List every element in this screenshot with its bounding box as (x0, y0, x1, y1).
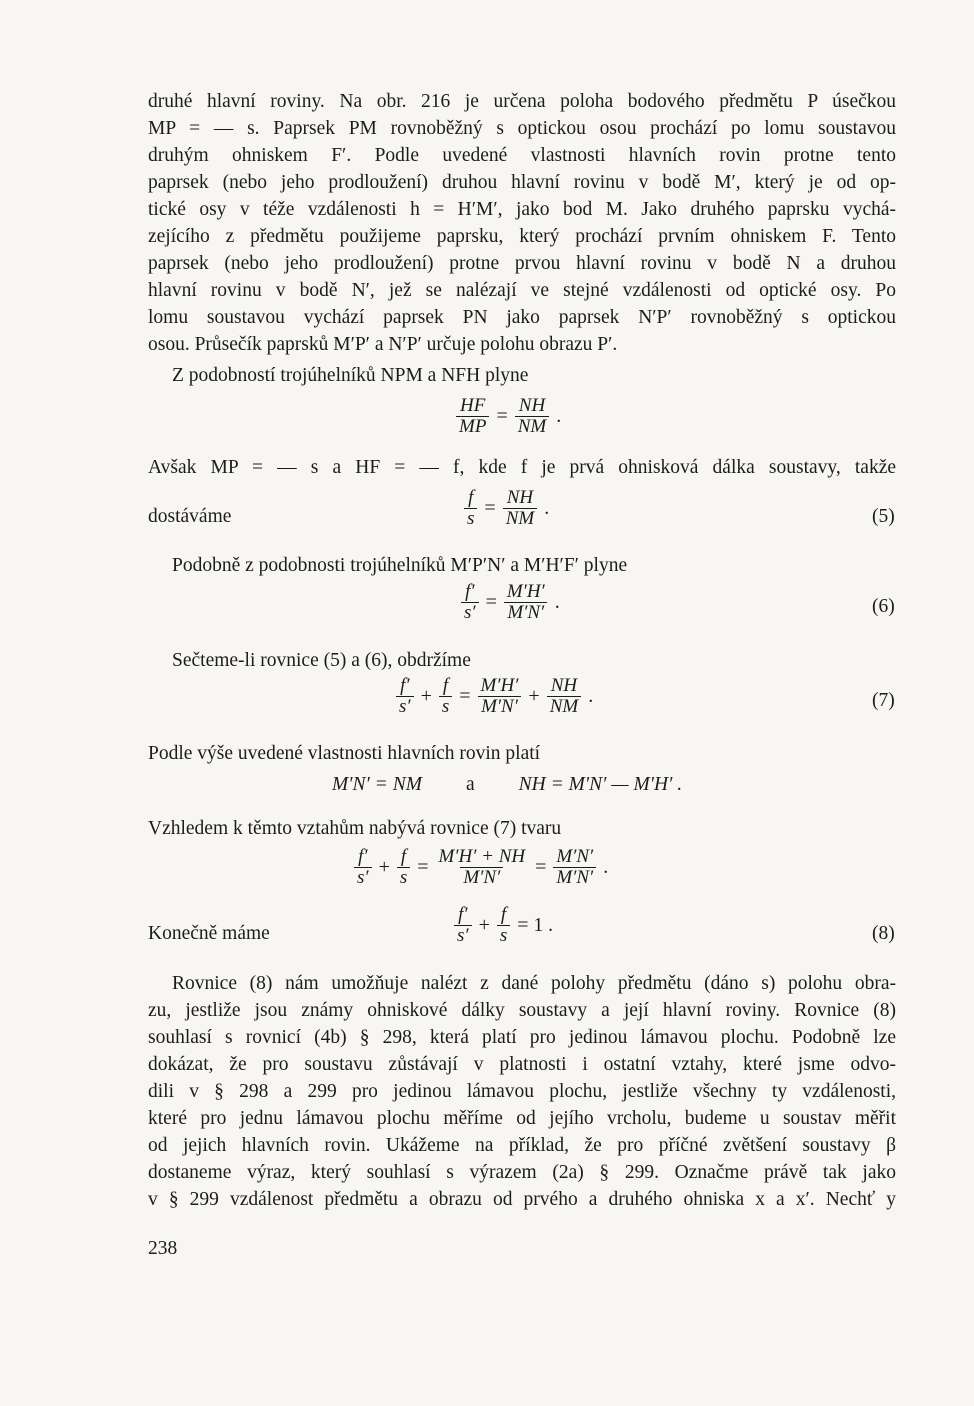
equation-number-6: (6) (872, 596, 895, 617)
equation-similarity-1: $\frac{HF}{MP}$ = $\frac{NH}{NM}$ . (454, 396, 566, 437)
fraction: $\frac{M'H' + NH}{M'N'}$ (438, 846, 526, 888)
equation-expanded: $\frac{f'}{s'}$ + $\frac{f}{s}$ = $\frac{M'H' + NH}{M'N'}$ = $\frac{M'N'}{M'N'}$ . (352, 847, 613, 888)
text-line: tické osy v téže vzdálenosti h = H′M′, jako bod M. Jako druhého paprsku vychá- (148, 199, 896, 220)
text-line: paprsek (nebo jeho prodloužení) protne prvou hlavní rovinu v bodě N a druhou (148, 253, 896, 274)
fraction: $\frac{M'N'}{M'N'}$ (553, 847, 596, 888)
text-line: Vzhledem k těmto vztahům nabývá rovnice (7) tvaru (148, 818, 562, 839)
fraction: $\frac{HF}{MP}$ (456, 396, 489, 437)
text-line: druhé hlavní roviny. Na obr. 216 je určena poloha bodového předmětu P úsečkou (148, 91, 896, 112)
fraction: $\frac{NH}{NM}$ (515, 396, 550, 437)
fraction: $\frac{f'}{s'}$ (354, 847, 372, 888)
fraction: $\frac{NH}{NM}$ (547, 676, 582, 717)
text-line: dokázat, že pro soustavu zůstávají v platnosti i ostatní vztahy, které jsme odvo- (148, 1054, 896, 1075)
fraction: $\frac{f}{s}$ (439, 676, 452, 717)
fraction: $\frac{M'H'}{M'N'}$ (478, 676, 522, 717)
fraction: $\frac{f'}{s'}$ (461, 582, 479, 623)
equation-number-7: (7) (872, 690, 895, 711)
text-line: Podobně z podobnosti trojúhelníků M′P′N′ a M′H′F′ plyne (172, 555, 628, 576)
text-line: Avšak MP = — s a HF = — f, kde f je prvá ohnisková dálka soustavy, takže (148, 457, 896, 478)
equation-number-5: (5) (872, 506, 895, 527)
text-line: osou. Průsečík paprsků M′P′ a N′P′ určuje polohu obrazu P′. (148, 334, 618, 355)
text-line: lomu soustavou vychází paprsek PN jako paprsek N′P′ rovnoběžný s optickou (148, 307, 896, 328)
text-line: Podle výše uvedené vlastnosti hlavních rovin platí (148, 743, 541, 764)
fraction: $\frac{f'}{s'}$ (454, 905, 472, 946)
text-line: které pro jednu lámavou plochu měříme od jejího vrcholu, budeme u soustav měřit (148, 1108, 896, 1129)
fraction: $\frac{M'H'}{M'N'}$ (504, 582, 548, 623)
text-line: Rovnice (8) nám umožňuje nalézt z dané polohy předmětu (dáno s) polohu obra- (172, 973, 896, 994)
text-line: zejícího z předmětu použijeme paprsku, který prochází prvním ohniskem F. Tento (148, 226, 896, 247)
fraction: $\frac{f}{s}$ (397, 847, 410, 888)
text-line: druhým ohniskem F′. Podle uvedené vlastnosti hlavních rovin protne tento (148, 145, 896, 166)
label-dostavame: dostáváme (148, 506, 232, 527)
equation-5: $\frac{f}{s}$ = $\frac{NH}{NM}$ . (462, 488, 554, 529)
equation-number-8: (8) (872, 923, 895, 944)
equation-6: $\frac{f'}{s'}$ = $\frac{M'H'}{M'N'}$ . (459, 582, 565, 623)
label-konecne: Konečně máme (148, 923, 270, 944)
text-line: Sečteme-li rovnice (5) a (6), obdržíme (172, 650, 471, 671)
text-line: od jejich hlavních rovin. Ukážeme na příklad, že pro příčné zvětšení soustavy β (148, 1135, 896, 1156)
equation-7: $\frac{f'}{s'}$ + $\frac{f}{s}$ = $\frac{M'H'}{M'N'}$ + $\frac{NH}{NM}$ . (394, 676, 598, 717)
text-line: MP = — s. Paprsek PM rovnoběžný s optickou osou prochází po lomu soustavou (148, 118, 896, 139)
text-line: dostaneme výraz, který souhlasí s výrazem (2a) § 299. Označme právě tak jako (148, 1162, 896, 1183)
text-line: Z podobností trojúhelníků NPM a NFH plyne (172, 365, 529, 386)
fraction: $\frac{f}{s}$ (464, 488, 477, 529)
fraction: $\frac{NH}{NM}$ (503, 488, 538, 529)
equation-8: $\frac{f'}{s'}$ + $\frac{f}{s}$ = 1 . (452, 905, 553, 946)
text-line: zu, jestliže jsou známy ohniskové dálky soustavy a její hlavní roviny. Rovnice (8) (148, 1000, 896, 1021)
text-line: dili v § 298 a 299 pro jedinou lámavou plochu, jestliže všechny ty vzdálenosti, (148, 1081, 896, 1102)
text-line: v § 299 vzdálenost předmětu a obrazu od prvého a druhého ohniska x a x′. Nechť y (148, 1189, 896, 1210)
text-line: paprsek (nebo jeho prodloužení) druhou hlavní rovinu v bodě M′, který je od op- (148, 172, 896, 193)
fraction: $\frac{f}{s}$ (497, 905, 510, 946)
fraction: $\frac{f'}{s'}$ (396, 676, 414, 717)
text-line: hlavní rovinu v bodě N′, jež se nalézají ve stejné vzdálenosti od optické osy. Po (148, 280, 896, 301)
relations: M′N′ = NM a NH = M′N′ — M′H′ . (332, 774, 683, 795)
page-number: 238 (148, 1238, 178, 1259)
text-line: souhlasí s rovnicí (4b) § 298, která platí pro jedinou lámavou plochu. Podobně lze (148, 1027, 896, 1048)
